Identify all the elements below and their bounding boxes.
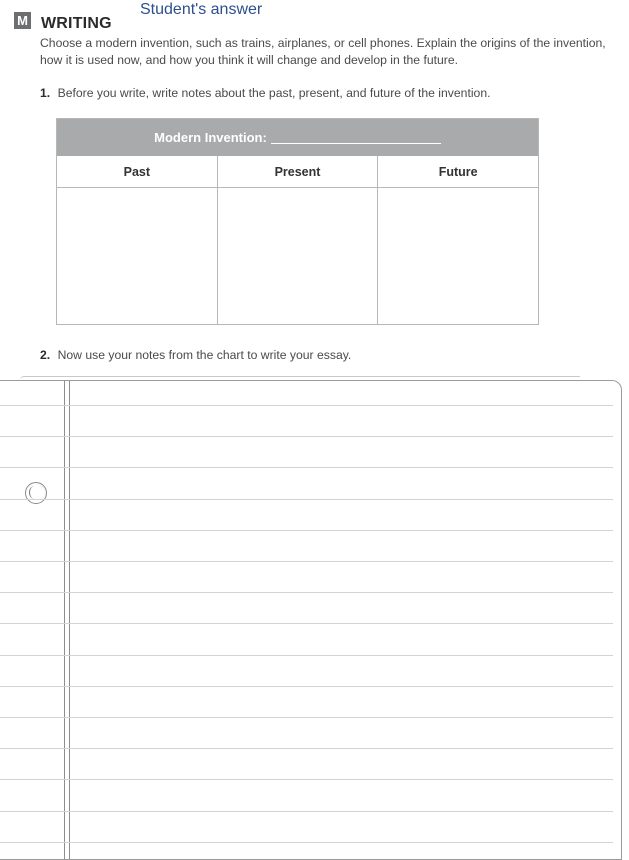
ruled-line [0, 748, 613, 749]
lined-paper-essay-area[interactable] [0, 380, 622, 860]
ruled-line [0, 436, 613, 437]
ruled-line [0, 467, 613, 468]
section-header [14, 9, 112, 31]
ruled-line [0, 811, 613, 812]
student-answer-label: Student's answer [140, 1, 263, 18]
column-label-past: Past [57, 156, 217, 188]
chart-header-label: Modern Invention: [154, 130, 267, 145]
ruled-line [0, 842, 613, 843]
question-2-number: 2. [40, 348, 51, 362]
column-label-future: Future [378, 156, 538, 188]
column-future [378, 156, 538, 324]
notes-chart [56, 118, 539, 325]
paper-margin-line [64, 381, 70, 859]
ruled-line [0, 686, 613, 687]
ruled-line [0, 530, 613, 531]
ruled-line [0, 405, 613, 406]
notes-cell-future[interactable] [378, 188, 538, 324]
notes-cell-past[interactable] [57, 188, 217, 324]
column-past [57, 156, 218, 324]
ruled-line [0, 561, 613, 562]
ruled-line [0, 499, 613, 500]
section-title: WRITING [41, 15, 112, 32]
question-1-text: Before you write, write notes about the past, present, and future of the invention. [57, 86, 491, 100]
column-label-present: Present [218, 156, 378, 188]
instructions-text: Choose a modern invention, such as trains, airplanes, or cell phones. Explain the origins of the invention, how it is used now, and how you think it will change and develop in the future. [40, 36, 606, 67]
ruled-line [0, 623, 613, 624]
ruled-line [0, 655, 613, 656]
ruled-line [0, 717, 613, 718]
chart-header [57, 119, 538, 156]
invention-name-blank[interactable] [271, 131, 441, 144]
question-2 [40, 348, 351, 362]
section-badge: M [14, 12, 31, 29]
question-2-text: Now use your notes from the chart to write your essay. [57, 348, 352, 362]
ruled-line [0, 779, 613, 780]
question-1-number: 1. [40, 86, 51, 100]
binder-hole-icon [25, 482, 47, 504]
question-1 [40, 86, 490, 100]
ruled-line [0, 592, 613, 593]
notes-cell-present[interactable] [218, 188, 378, 324]
column-present [218, 156, 379, 324]
